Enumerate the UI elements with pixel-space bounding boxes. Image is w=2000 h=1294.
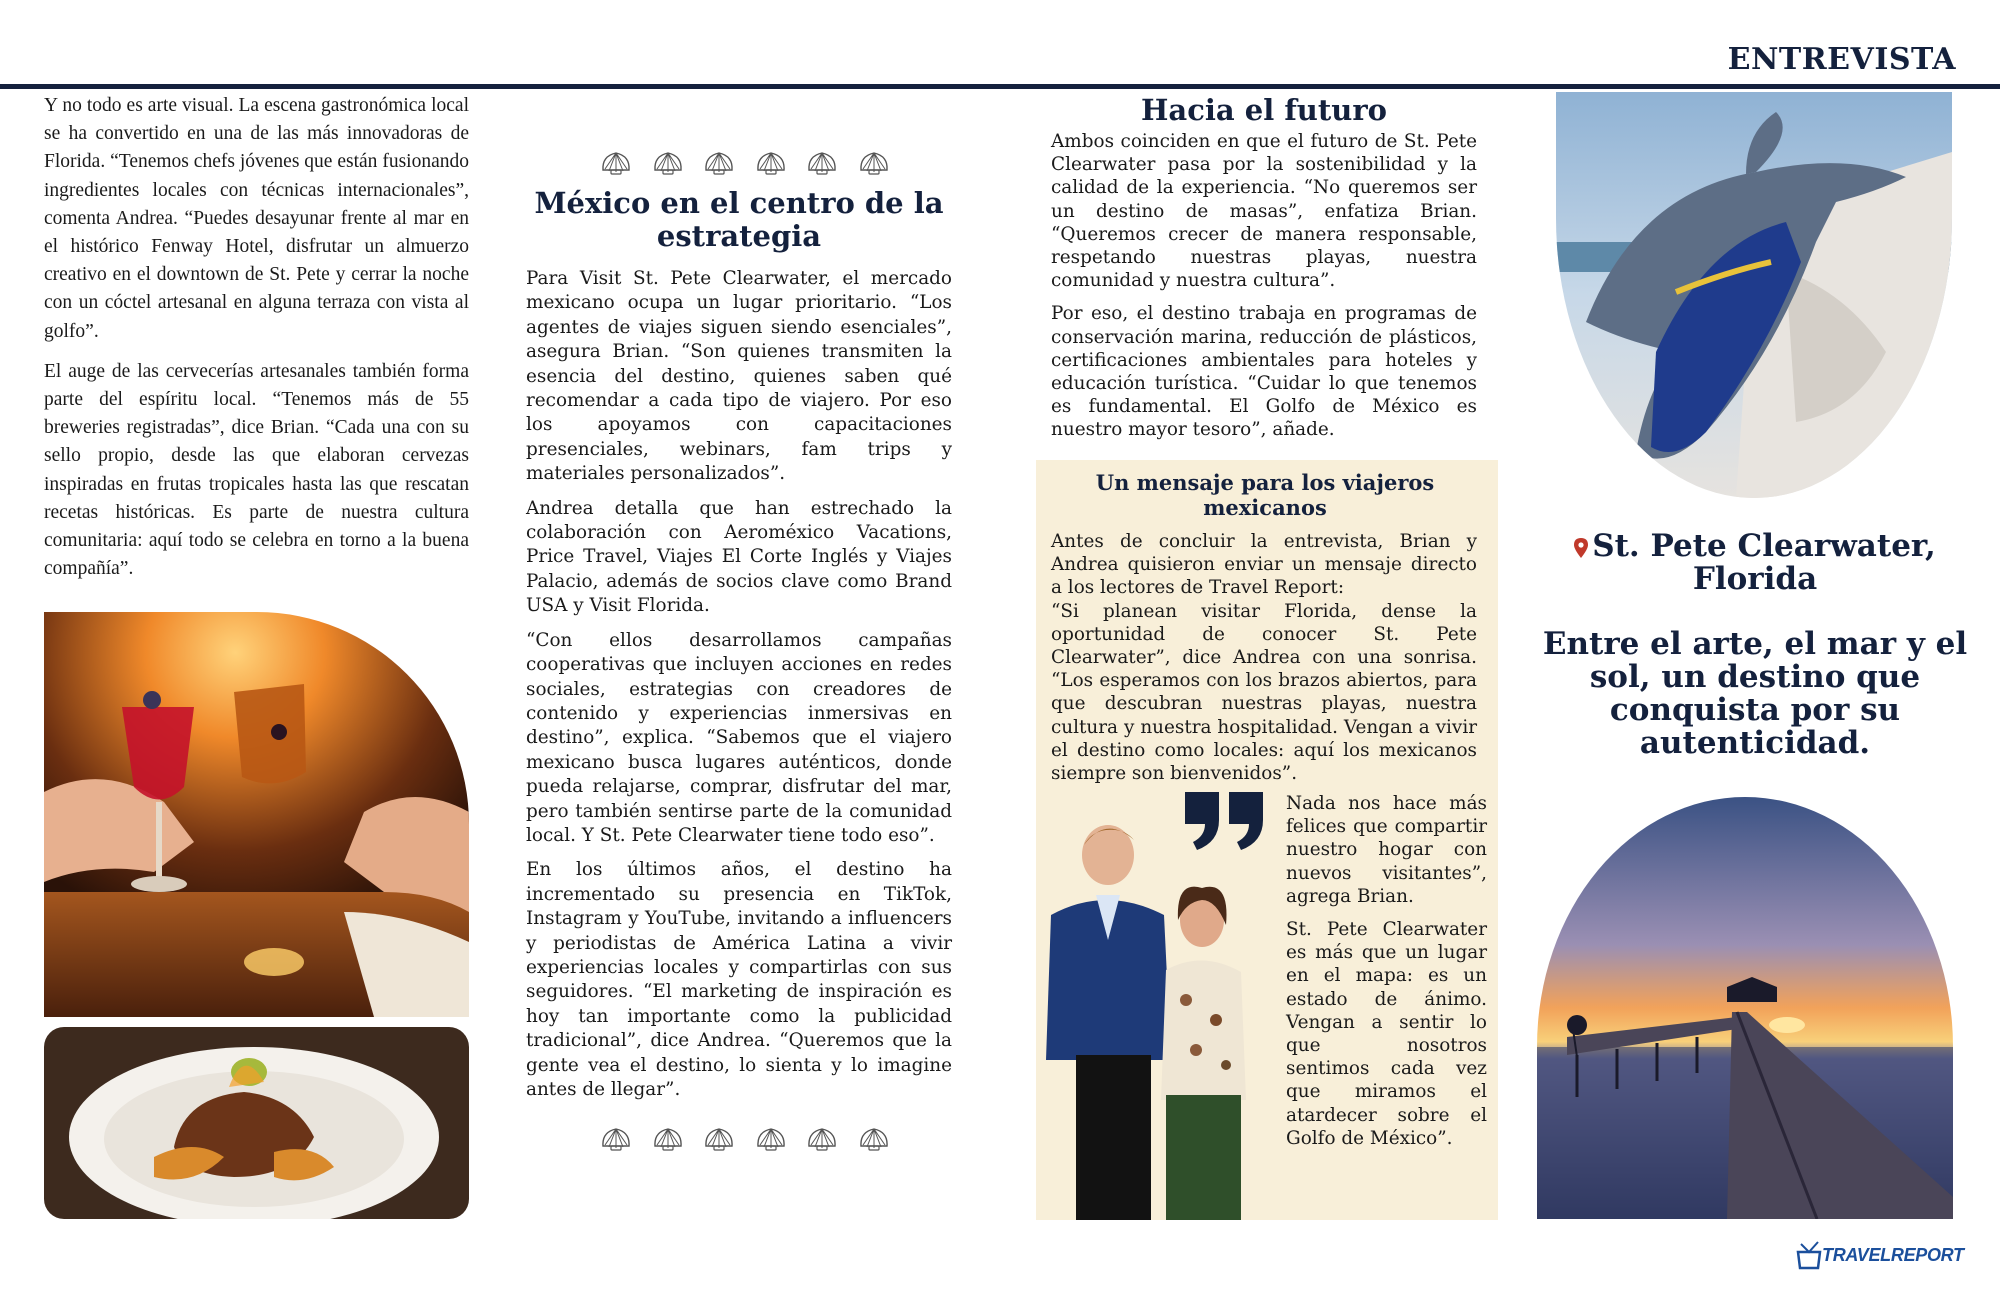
quote-icon (1183, 790, 1267, 852)
column-3-text (1051, 130, 1477, 452)
message-heading: Un mensaje para los viajeros mexicanos (1095, 470, 1435, 520)
dolphin-sculpture-photo (1556, 92, 1952, 498)
destination-line-2: Florida (1692, 561, 1818, 597)
shell-icon (806, 150, 838, 176)
message-intro: Antes de concluir la entrevista, Brian y Andrea quisieron enviar un mensaje directo a los lectores de Travel Report: (1051, 531, 1477, 599)
column-1-text (44, 92, 469, 595)
logo-text: TRAVELREPORT (1822, 1244, 1964, 1265)
interviewees-photo (1036, 800, 1276, 1220)
shell-icon (600, 150, 632, 176)
section-heading-futuro: Hacia el futuro (1141, 93, 1387, 127)
shell-icon (755, 1126, 787, 1152)
destination-line-1: St. Pete Clearwater, (1592, 528, 1936, 564)
shell-divider-bottom (600, 1126, 890, 1152)
paragraph: Por eso, el destino trabaja en programas de conservación marina, reducción de plásticos, certificaciones ambientales para hoteles y educación turística. “Cuidar lo que tenemos es fundamental. El Golfo de México es nuestro mayor tesoro”, añade. (1051, 303, 1477, 441)
paragraph: Para Visit St. Pete Clearwater, el mercado mexicano ocupa un lugar prioritario. “Los agentes de viajes siguen siendo esenciales”, asegura Brian. “Son quienes transmiten la esencia del destino, quienes saben qué recomendar a cada tipo de viajero. Por eso los apoyamos con capacitaciones presenciales, webinars, fam trips y materiales personalizados”. (526, 268, 952, 485)
message-text (1051, 530, 1477, 785)
section-heading-mexico: México en el centro de la estrategia (534, 186, 944, 253)
shell-icon (703, 150, 735, 176)
paragraph: Nada nos hace más felices que compartir nuestro hogar con nuevos visitantes”, agrega Brian. (1286, 793, 1487, 907)
shell-icon (600, 1126, 632, 1152)
pier-sunset-photo (1537, 797, 1953, 1219)
shell-icon (755, 150, 787, 176)
shell-divider-top (600, 150, 890, 176)
tagline: Entre el arte, el mar y el sol, un destino que conquista por su autenticidad. (1542, 626, 1968, 761)
shell-icon (703, 1126, 735, 1152)
quote-side-text (1286, 792, 1487, 1160)
paragraph: St. Pete Clearwater es más que un lugar en el mapa: es un estado de ánimo. Vengan a sentir lo que nosotros sentimos cada vez que miramos el atardecer sobre el Golfo de México”. (1286, 919, 1487, 1149)
paragraph: En los últimos años, el destino ha incrementado su presencia en TikTok, Instagram y YouTube, invitando a influencers y periodistas de América Latina a vivir experiencias locales y compartirlas con sus seguidores. “El marketing de inspiración es hoy tan importante como la publicidad tradicional”, dice Andrea. “Queremos que la gente vea el destino, lo sienta y lo imagine antes de llegar”. (526, 859, 952, 1100)
paragraph: El auge de las cervecerías artesanales también forma parte del espíritu local. “Tenemos más de 55 breweries registradas”, dice Brian. “Cada una con su sello propio, desde las que elaboran cervezas inspiradas en frutas tropicales hasta las que rescatan recetas históricas. Es parte de nuestra cultura comunitaria: aquí todo se celebra en torno a la buena compañía”. (44, 360, 469, 580)
steak-dish-photo (44, 1027, 469, 1219)
shell-icon (652, 1126, 684, 1152)
paragraph: Ambos coinciden en que el futuro de St. Pete Clearwater pasa por la sostenibilidad y la calidad de la experiencia. “No queremos ser un destino de masas”, enfatiza Brian. “Queremos crecer de manera responsable, respetando nuestras playas, nuestra comunidad y nuestra cultura”. (1051, 131, 1477, 292)
paragraph: Y no todo es arte visual. La escena gastronómica local se ha convertido en una de las más innovadoras de Florida. “Tenemos chefs jóvenes que están fusionando ingredientes locales con técnicas internacionales”, comenta Andrea. “Puedes desayunar frente al mar en el histórico Fenway Hotel, disfrutar un almuerzo creativo en el downtown de St. Pete y cerrar la noche con un cóctel artesanal en alguna terraza con vista al golfo”. (44, 95, 469, 342)
paragraph: “Con ellos desarrollamos campañas cooperativas que incluyen acciones en redes sociales, estrategias con creadores de contenido y experiencias inmersivas en destino”, explica. “Sabemos que el viajero mexicano busca lugares auténticos, donde pueda relajarse, comprar, disfrutar del mar, pero también sentirse parte de la comunidad local. Y St. Pete Clearwater tiene todo eso”. (526, 629, 952, 846)
tv-logo-icon (1796, 1240, 1822, 1270)
shell-icon (858, 150, 890, 176)
shell-icon (858, 1126, 890, 1152)
paragraph: Andrea detalla que han estrechado la colaboración con Aeroméxico Vacations, Price Travel, Viajes El Corte Inglés y Viajes Palacio, además de socios clave como Brand USA y Visit Florida. (526, 497, 952, 617)
cocktails-photo (44, 612, 469, 1017)
destination-title (1540, 530, 1970, 596)
travel-report-logo (1796, 1240, 1964, 1270)
shell-icon (652, 150, 684, 176)
map-pin-icon (1574, 538, 1588, 558)
column-2-text (526, 267, 952, 1112)
shell-icon (806, 1126, 838, 1152)
section-label: ENTREVISTA (1727, 42, 1956, 77)
header-rule (0, 84, 2000, 89)
message-quote: “Si planean visitar Florida, dense la oportunidad de conocer St. Pete Clearwater”, dice Andrea con una sonrisa. “Los esperamos con los brazos abiertos, para que descubran nuestras playas, nuestra cultura y nuestra hospitalidad. Vengan a vivir el destino como locales: aquí los mexicanos siempre son bienvenidos”. (1051, 600, 1477, 785)
